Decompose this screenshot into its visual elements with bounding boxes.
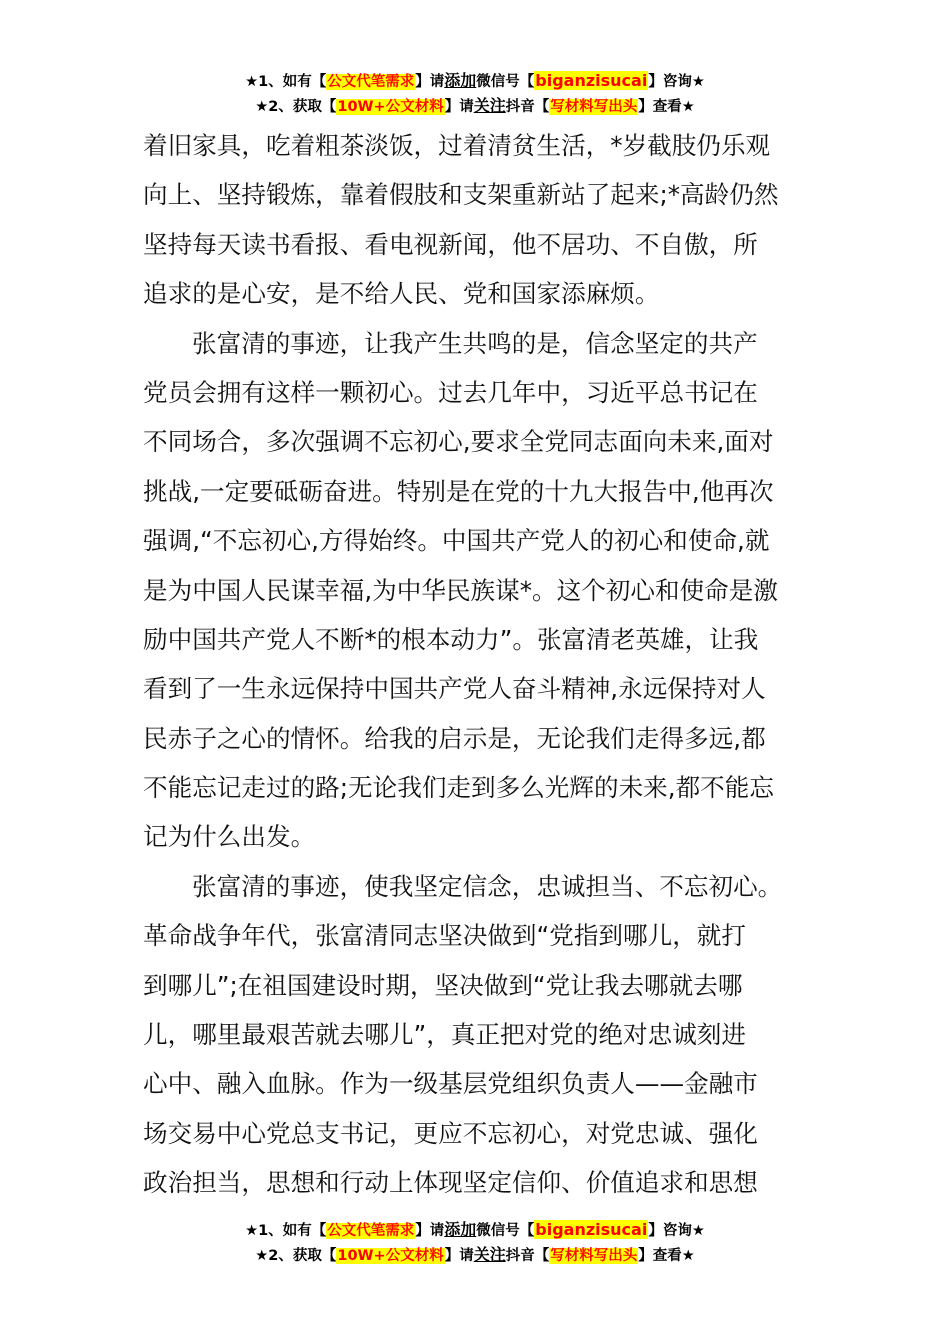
body-line: 民赤子之心的情怀。给我的启示是，无论我们走得多远,都 xyxy=(143,723,766,753)
header-line-1-highlight-service: 公文代笔需求 xyxy=(327,74,415,90)
header-line-2-highlight-materials: 10W+公文材料 xyxy=(337,99,444,115)
body-line: 革命战争年代，张富清同志坚决做到“党指到哪儿，就打 xyxy=(143,921,746,951)
body-line: 心中、融入血脉。作为一级基层党组织负责人——金融市 xyxy=(143,1069,758,1099)
footer-banner xyxy=(0,1218,950,1268)
body-line: 追求的是心安，是不给人民、党和国家添麻烦。 xyxy=(143,279,660,309)
footer-line-1-highlight-service: 公文代笔需求 xyxy=(327,1223,415,1239)
body-line: 看到了一生永远保持中国共产党人奋斗精神,永远保持对人 xyxy=(143,674,766,704)
body-line: 到哪儿”;在祖国建设时期，坚决做到“党让我去哪就去哪 xyxy=(143,970,743,1000)
footer-line-2-middle: 】请 xyxy=(444,1248,474,1264)
header-line-2-suffix: 】查看★ xyxy=(638,99,695,115)
paragraph-start-line: 张富清的事迹，让我产生共鸣的是，信念坚定的共产 xyxy=(192,328,758,358)
body-line: 挑战,一定要砥砺奋进。特别是在党的十九大报告中,他再次 xyxy=(143,476,774,506)
header-line-1-underlined: 添加 xyxy=(444,71,477,90)
footer-line-2-highlight-materials: 10W+公文材料 xyxy=(337,1248,444,1264)
paragraph-start-line: 张富清的事迹，使我坚定信念，忠诚担当、不忘初心。 xyxy=(192,871,783,901)
footer-line-1-prefix: ★1、如有【 xyxy=(245,1223,327,1239)
header-banner xyxy=(0,69,950,119)
body-line: 向上、坚持锻炼，靠着假肢和支架重新站了起来;*高龄仍然 xyxy=(143,180,779,210)
document-body xyxy=(143,121,815,1208)
body-line: 党员会拥有这样一颗初心。过去几年中，习近平总书记在 xyxy=(143,377,758,407)
body-line: 儿，哪里最艰苦就去哪儿”，真正把对党的绝对忠诚刻进 xyxy=(143,1020,746,1050)
body-line: 记为什么出发。 xyxy=(143,822,316,852)
footer-line-1-underlined: 添加 xyxy=(444,1220,477,1239)
footer-line-2-suffix: 】查看★ xyxy=(638,1248,695,1264)
footer-line-2 xyxy=(0,1243,950,1268)
body-line: 政治担当，思想和行动上体现坚定信仰、价值追求和思想 xyxy=(143,1168,758,1198)
body-line: 场交易中心党总支书记，更应不忘初心，对党忠诚、强化 xyxy=(143,1118,758,1148)
header-line-2-underlined: 关注 xyxy=(473,96,506,115)
header-line-1 xyxy=(0,69,950,94)
footer-line-1-highlight-wechat: biganzisucai xyxy=(535,1220,648,1239)
body-line: 励中国共产党人不断*的根本动力”。张富清老英雄，让我 xyxy=(143,624,759,654)
body-line: 坚持每天读书看报、看电视新闻，他不居功、不自傲，所 xyxy=(143,229,758,259)
header-line-2 xyxy=(0,94,950,119)
body-line: 是为中国人民谋幸福,为中华民族谋*。这个初心和使命是激 xyxy=(143,575,778,605)
footer-line-2-middle-2: 抖音【 xyxy=(505,1248,550,1264)
header-line-2-middle: 】请 xyxy=(444,99,474,115)
footer-line-1-middle-2: 微信号【 xyxy=(476,1223,535,1239)
body-line: 着旧家具，吃着粗茶淡饭，过着清贫生活，*岁截肢仍乐观 xyxy=(143,131,771,160)
header-line-2-highlight-douyin: 写材料写出头 xyxy=(550,99,638,115)
footer-line-2-highlight-douyin: 写材料写出头 xyxy=(550,1248,638,1264)
header-line-1-highlight-wechat: biganzisucai xyxy=(535,71,648,90)
header-line-2-prefix: ★2、获取【 xyxy=(255,99,337,115)
header-line-2-middle-2: 抖音【 xyxy=(505,99,550,115)
header-line-1-suffix: 】咨询★ xyxy=(648,74,705,90)
footer-line-1-suffix: 】咨询★ xyxy=(648,1223,705,1239)
body-line: 不能忘记走过的路;无论我们走到多么光辉的未来,都不能忘 xyxy=(143,773,774,803)
header-line-1-prefix: ★1、如有【 xyxy=(245,74,327,90)
footer-line-2-prefix: ★2、获取【 xyxy=(255,1248,337,1264)
footer-line-1 xyxy=(0,1218,950,1243)
footer-line-2-underlined: 关注 xyxy=(473,1245,506,1264)
footer-line-1-middle: 】请 xyxy=(415,1223,445,1239)
header-line-1-middle: 】请 xyxy=(415,74,445,90)
body-line: 不同场合，多次强调不忘初心,要求全党同志面向未来,面对 xyxy=(143,427,774,457)
header-line-1-middle-2: 微信号【 xyxy=(476,74,535,90)
body-line: 强调,“不忘初心,方得始终。中国共产党人的初心和使命,就 xyxy=(143,526,770,556)
